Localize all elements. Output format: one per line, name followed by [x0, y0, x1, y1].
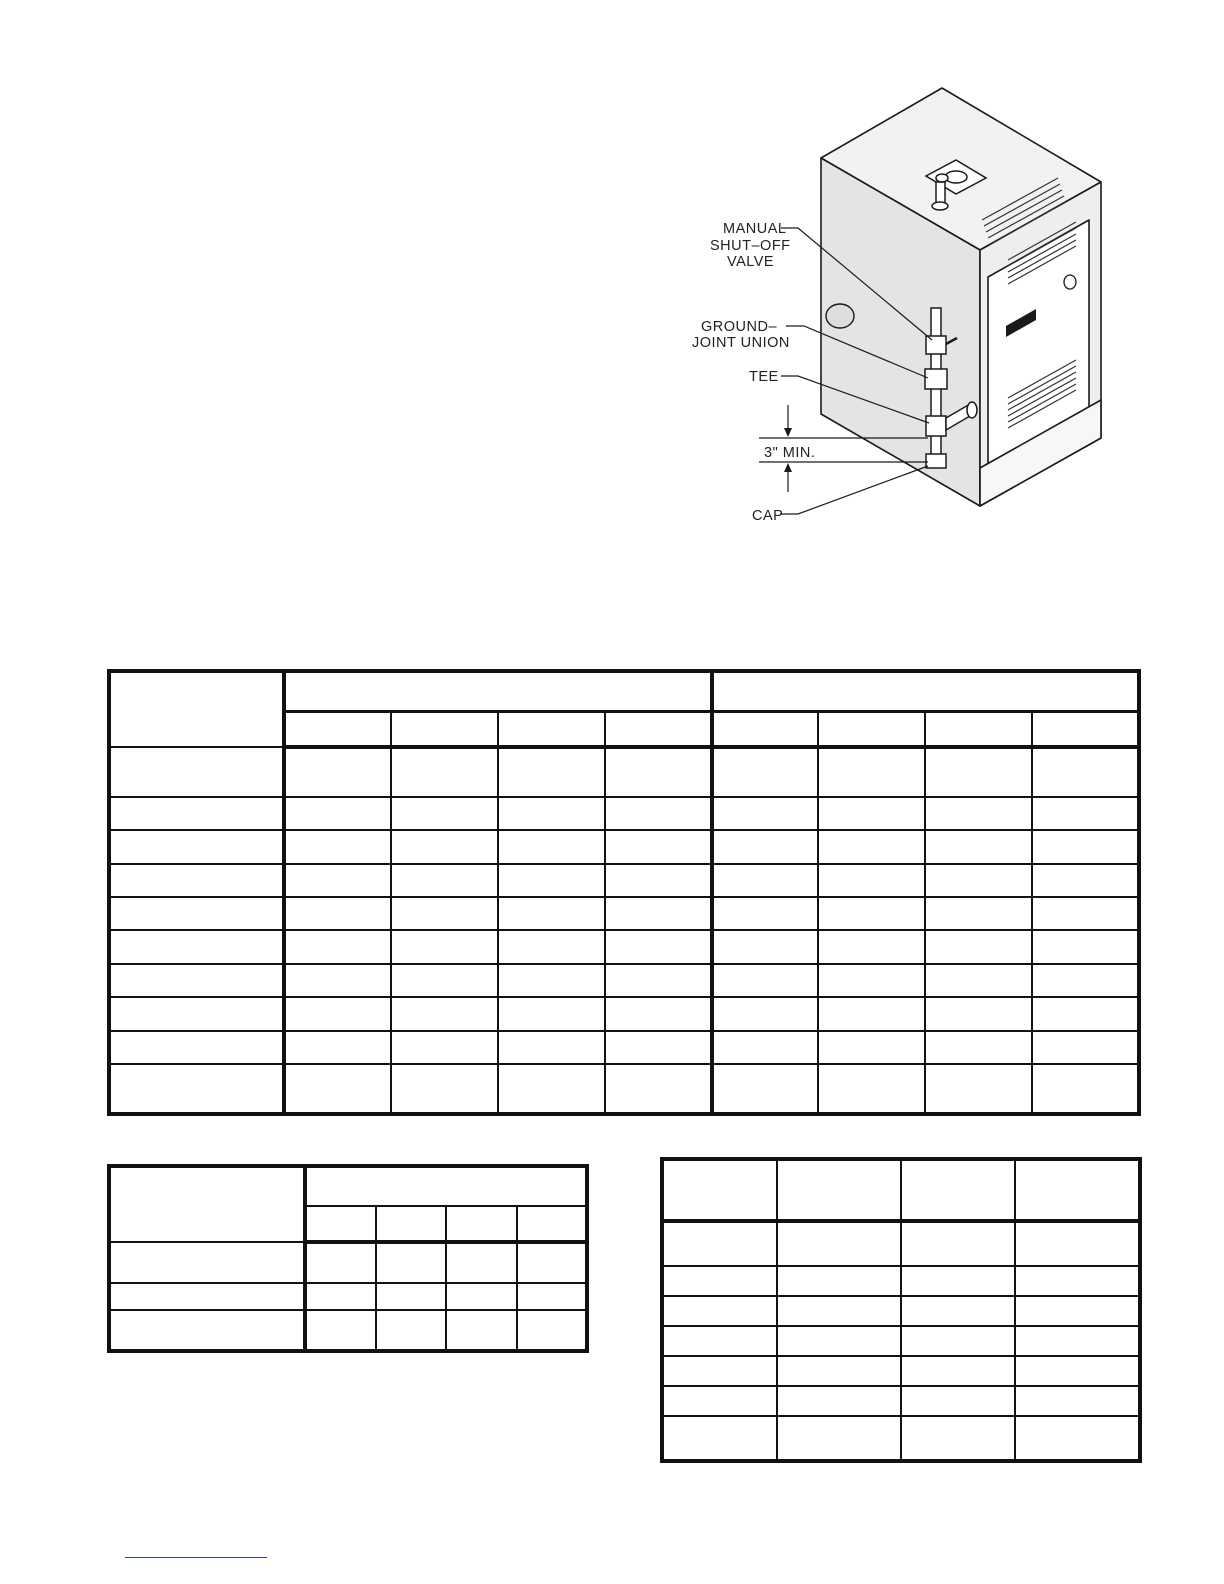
- table-row: [662, 1221, 1140, 1266]
- label-ground-joint-line2: JOINT UNION: [692, 335, 790, 351]
- table-row: [662, 1296, 1140, 1326]
- table-cell: [498, 1031, 605, 1064]
- table-cell: [662, 1296, 777, 1326]
- table-cell: [517, 1310, 588, 1351]
- table-cell: [925, 964, 1032, 997]
- table-row: [109, 997, 1139, 1030]
- table-cell: [1032, 864, 1139, 897]
- table-cell: [446, 1242, 517, 1283]
- table-cell: [605, 864, 712, 897]
- table-cell: [498, 930, 605, 963]
- table-cell: [109, 1031, 284, 1064]
- table-cell: [605, 997, 712, 1030]
- label-manual-shutoff-line3: VALVE: [727, 254, 775, 270]
- table-cell: [305, 1242, 376, 1283]
- table-cell: [1015, 1296, 1140, 1326]
- table-cell: [712, 864, 819, 897]
- table-cell: [498, 897, 605, 930]
- table-cell: [498, 830, 605, 863]
- table-cell: [925, 997, 1032, 1030]
- table-cell: [818, 964, 925, 997]
- table-cell: [391, 930, 498, 963]
- table-row: [109, 864, 1139, 897]
- table-cell: [391, 797, 498, 830]
- right-header-cell: [1015, 1159, 1140, 1221]
- table-cell: [284, 864, 391, 897]
- table-row: [109, 747, 1139, 797]
- table-cell: [818, 747, 925, 797]
- table-row: [109, 897, 1139, 930]
- small-subheader-cell: [517, 1206, 588, 1242]
- table-cell: [818, 1031, 925, 1064]
- table-cell: [777, 1326, 901, 1356]
- label-manual-shutoff-line2: SHUT–OFF: [710, 238, 791, 254]
- table-cell: [498, 797, 605, 830]
- table-cell: [925, 864, 1032, 897]
- table-cell: [284, 997, 391, 1030]
- table-cell: [712, 997, 819, 1030]
- table-cell: [391, 864, 498, 897]
- table-cell: [662, 1416, 777, 1461]
- table-row: [109, 1031, 1139, 1064]
- table-cell: [777, 1356, 901, 1386]
- table-cell: [1032, 1031, 1139, 1064]
- main-data-table: [107, 669, 1141, 1116]
- table-cell: [777, 1386, 901, 1416]
- table-cell: [376, 1310, 447, 1351]
- table-cell: [818, 930, 925, 963]
- table-cell: [1032, 797, 1139, 830]
- table-row: [109, 1283, 587, 1310]
- table-cell: [284, 897, 391, 930]
- table-cell: [376, 1242, 447, 1283]
- table-cell: [605, 797, 712, 830]
- table-cell: [901, 1386, 1015, 1416]
- table-cell: [818, 797, 925, 830]
- table-cell: [446, 1310, 517, 1351]
- table-cell: [305, 1283, 376, 1310]
- table-cell: [605, 1064, 712, 1114]
- table-cell: [605, 930, 712, 963]
- table-cell: [662, 1326, 777, 1356]
- table-cell: [109, 747, 284, 797]
- main-subheader-cell: [712, 711, 819, 747]
- main-subheader-cell: [284, 711, 391, 747]
- table-cell: [284, 964, 391, 997]
- table-cell: [305, 1310, 376, 1351]
- table-cell: [901, 1221, 1015, 1266]
- table-cell: [1032, 747, 1139, 797]
- table-cell: [109, 1310, 305, 1351]
- table-cell: [1015, 1356, 1140, 1386]
- table-cell: [1032, 830, 1139, 863]
- right-header-cell: [777, 1159, 901, 1221]
- table-cell: [1015, 1386, 1140, 1416]
- table-cell: [446, 1283, 517, 1310]
- table-cell: [605, 964, 712, 997]
- main-group-header-left: [284, 671, 712, 711]
- label-ground-joint-line1: GROUND–: [701, 319, 778, 335]
- table-cell: [605, 830, 712, 863]
- table-row: [109, 797, 1139, 830]
- label-dimension: 3" MIN.: [764, 445, 816, 461]
- table-cell: [284, 1064, 391, 1114]
- table-cell: [901, 1296, 1015, 1326]
- table-cell: [901, 1326, 1015, 1356]
- table-cell: [712, 830, 819, 863]
- table-cell: [605, 1031, 712, 1064]
- table-cell: [925, 830, 1032, 863]
- table-cell: [391, 830, 498, 863]
- front-knockout-icon: [1064, 275, 1076, 289]
- table-cell: [818, 897, 925, 930]
- table-cell: [712, 797, 819, 830]
- table-cell: [818, 997, 925, 1030]
- main-subheader-cell: [605, 711, 712, 747]
- main-subheader-cell: [498, 711, 605, 747]
- table-cell: [662, 1221, 777, 1266]
- table-cell: [498, 964, 605, 997]
- table-cell: [1032, 964, 1139, 997]
- table-row: [662, 1386, 1140, 1416]
- right-header-cell: [901, 1159, 1015, 1221]
- table-cell: [712, 1064, 819, 1114]
- main-row-header-cell: [109, 671, 284, 747]
- table-cell: [284, 830, 391, 863]
- main-subheader-cell: [1032, 711, 1139, 747]
- table-cell: [109, 997, 284, 1030]
- table-cell: [712, 1031, 819, 1064]
- table-cell: [109, 930, 284, 963]
- table-cell: [1032, 1064, 1139, 1114]
- table-cell: [712, 930, 819, 963]
- table-cell: [777, 1266, 901, 1296]
- table-cell: [1015, 1416, 1140, 1461]
- table-cell: [109, 864, 284, 897]
- table-cell: [777, 1221, 901, 1266]
- table-row: [662, 1416, 1140, 1461]
- main-subheader-cell: [925, 711, 1032, 747]
- table-cell: [1032, 897, 1139, 930]
- table-row: [109, 964, 1139, 997]
- table-cell: [391, 997, 498, 1030]
- table-cell: [391, 1031, 498, 1064]
- table-cell: [925, 1064, 1032, 1114]
- table-cell: [391, 897, 498, 930]
- table-cell: [777, 1296, 901, 1326]
- boiler-cabinet: [821, 88, 1101, 506]
- table-cell: [712, 747, 819, 797]
- small-subheader-cell: [376, 1206, 447, 1242]
- table-cell: [1015, 1221, 1140, 1266]
- table-cell: [1015, 1326, 1140, 1356]
- table-cell: [818, 864, 925, 897]
- table-cell: [818, 830, 925, 863]
- table-cell: [498, 1064, 605, 1114]
- table-cell: [712, 964, 819, 997]
- table-row: [662, 1326, 1140, 1356]
- table-cell: [1032, 930, 1139, 963]
- main-group-header-right: [712, 671, 1140, 711]
- table-cell: [605, 897, 712, 930]
- table-cell: [925, 930, 1032, 963]
- label-manual-shutoff-line1: MANUAL: [723, 221, 787, 237]
- table-cell: [925, 797, 1032, 830]
- side-knockout-icon: [826, 304, 854, 328]
- small-subheader-cell: [446, 1206, 517, 1242]
- table-cell: [662, 1356, 777, 1386]
- main-subheader-cell: [391, 711, 498, 747]
- right-data-table: [660, 1157, 1142, 1463]
- table-cell: [605, 747, 712, 797]
- table-cell: [925, 1031, 1032, 1064]
- table-row: [109, 830, 1139, 863]
- label-tee: TEE: [749, 369, 779, 385]
- table-cell: [109, 897, 284, 930]
- table-cell: [498, 997, 605, 1030]
- table-cell: [284, 747, 391, 797]
- table-cell: [712, 897, 819, 930]
- table-cell: [925, 897, 1032, 930]
- table-row: [109, 1064, 1139, 1114]
- table-row: [109, 1242, 587, 1283]
- small-subheader-cell: [305, 1206, 376, 1242]
- table-cell: [777, 1416, 901, 1461]
- footer-link-underline[interactable]: [125, 1557, 267, 1558]
- table-cell: [901, 1416, 1015, 1461]
- label-cap: CAP: [752, 508, 784, 524]
- table-cell: [662, 1386, 777, 1416]
- table-cell: [376, 1283, 447, 1310]
- table-cell: [517, 1242, 588, 1283]
- table-cell: [818, 1064, 925, 1114]
- table-cell: [1015, 1266, 1140, 1296]
- table-cell: [1032, 997, 1139, 1030]
- small-row-header-cell: [109, 1166, 305, 1242]
- table-cell: [109, 1283, 305, 1310]
- main-subheader-cell: [818, 711, 925, 747]
- gas-piping-illustration: [680, 80, 1120, 540]
- table-row: [662, 1356, 1140, 1386]
- table-cell: [662, 1266, 777, 1296]
- table-cell: [901, 1266, 1015, 1296]
- table-cell: [109, 964, 284, 997]
- table-cell: [901, 1356, 1015, 1386]
- table-cell: [109, 830, 284, 863]
- small-data-table: [107, 1164, 589, 1353]
- table-cell: [498, 747, 605, 797]
- table-row: [109, 930, 1139, 963]
- table-cell: [284, 1031, 391, 1064]
- table-cell: [109, 1242, 305, 1283]
- table-cell: [391, 1064, 498, 1114]
- table-cell: [391, 964, 498, 997]
- small-group-header: [305, 1166, 587, 1206]
- table-cell: [498, 864, 605, 897]
- table-cell: [284, 797, 391, 830]
- table-cell: [109, 797, 284, 830]
- right-header-cell: [662, 1159, 777, 1221]
- table-row: [662, 1266, 1140, 1296]
- table-cell: [109, 1064, 284, 1114]
- table-cell: [284, 930, 391, 963]
- table-cell: [517, 1283, 588, 1310]
- table-cell: [391, 747, 498, 797]
- table-cell: [925, 747, 1032, 797]
- table-row: [109, 1310, 587, 1351]
